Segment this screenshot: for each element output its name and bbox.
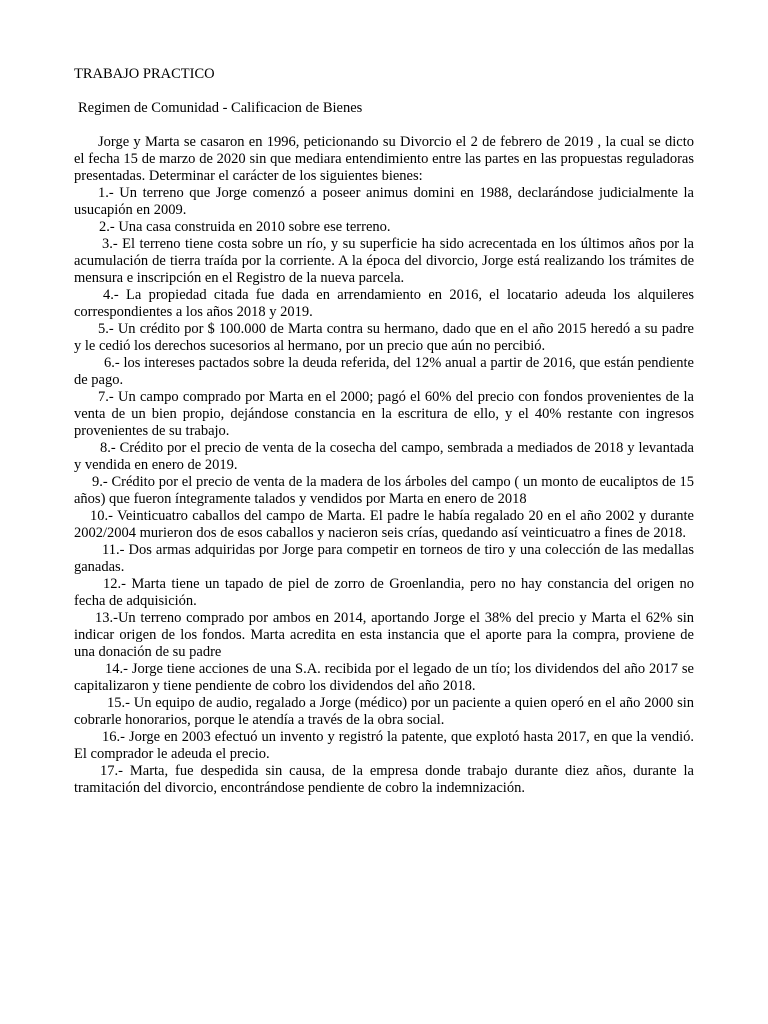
list-item: 2.- Una casa construida en 2010 sobre ese terreno.	[99, 219, 391, 235]
list-item: 15.- Un equipo de audio, regalado a Jorge (médico) por un paciente a quien operó en el año 2000 sin cobrarle honorarios, porque le atendía a través de la obra social.	[74, 695, 694, 728]
items-list	[74, 185, 694, 797]
list-item: 8.- Crédito por el precio de venta de la cosecha del campo, sembrada a mediados de 2018 y levantada y vendida en enero de 2019.	[74, 440, 694, 473]
list-item: 9.- Crédito por el precio de venta de la madera de los árboles del campo ( un monto de eucaliptos de 15 años) que fueron íntegramente talados y vendidos por Marta en enero de 2018	[74, 474, 694, 507]
list-item: 17.- Marta, fue despedida sin causa, de la empresa donde trabajo durante diez años, durante la tramitación del divorcio, encontrándose pendiente de cobro la indemnización.	[74, 763, 694, 796]
list-item: 6.- los intereses pactados sobre la deuda referida, del 12% anual a partir de 2016, que están pendiente de pago.	[74, 355, 694, 388]
list-item: 16.- Jorge en 2003 efectuó un invento y registró la patente, que explotó hasta 2017, en que la vendió. El comprador le adeuda el precio.	[74, 729, 694, 762]
list-item: 1.- Un terreno que Jorge comenzó a poseer animus domini en 1988, declarándose judicialmente la usucapión en 2009.	[74, 185, 694, 218]
document-title: TRABAJO PRACTICO	[74, 66, 215, 82]
list-item: 11.- Dos armas adquiridas por Jorge para competir en torneos de tiro y una colección de las medallas ganadas.	[74, 542, 694, 575]
list-item: 12.- Marta tiene un tapado de piel de zorro de Groenlandia, pero no hay constancia del origen no fecha de adquisición.	[74, 576, 694, 609]
list-item: 10.- Veinticuatro caballos del campo de Marta. El padre le había regalado 20 en el año 2002 y durante 2002/2004 murieron dos de esos caballos y nacieron seis crías, quedando así veinticuatro a fines de 2018.	[74, 508, 694, 541]
list-item: 7.- Un campo comprado por Marta en el 2000; pagó el 60% del precio con fondos provenientes de la venta de un bien propio, dejándose constancia en la escritura de ello, y el 40% restante con ingresos provenientes de su trabajo.	[74, 389, 694, 439]
document-page	[74, 66, 694, 797]
list-item: 13.-Un terreno comprado por ambos en 2014, aportando Jorge el 38% del precio y Marta el 62% sin indicar origen de los fondos. Marta acredita en esta instancia que el aporte para la compra, proviene de una donación de su padre	[74, 610, 694, 660]
intro-paragraph: Jorge y Marta se casaron en 1996, peticionando su Divorcio el 2 de febrero de 2019 , la cual se dicto el fecha 15 de marzo de 2020 sin que mediara entendimiento entre las partes en las propuestas reguladoras presentadas. Determinar el carácter de los siguientes bienes:	[74, 134, 694, 184]
list-item: 4.- La propiedad citada fue dada en arrendamiento en 2016, el locatario adeuda los alquileres correspondientes a los años 2018 y 2019.	[74, 287, 694, 320]
list-item: 3.- El terreno tiene costa sobre un río, y su superficie ha sido acrecentada en los últimos años por la acumulación de tierra traída por la corriente. A la época del divorcio, Jorge está realizando los trámites de mensura e inscripción en el Registro de la nueva parcela.	[74, 236, 694, 286]
list-item: 5.- Un crédito por $ 100.000 de Marta contra su hermano, dado que en el año 2015 heredó a su padre y le cedió los derechos sucesorios al hermano, por un precio que aún no percibió.	[74, 321, 694, 354]
document-subtitle: Regimen de Comunidad - Calificacion de Bienes	[78, 100, 363, 116]
list-item: 14.- Jorge tiene acciones de una S.A. recibida por el legado de un tío; los dividendos del año 2017 se capitalizaron y tiene pendiente de cobro los dividendos del año 2018.	[74, 661, 694, 694]
